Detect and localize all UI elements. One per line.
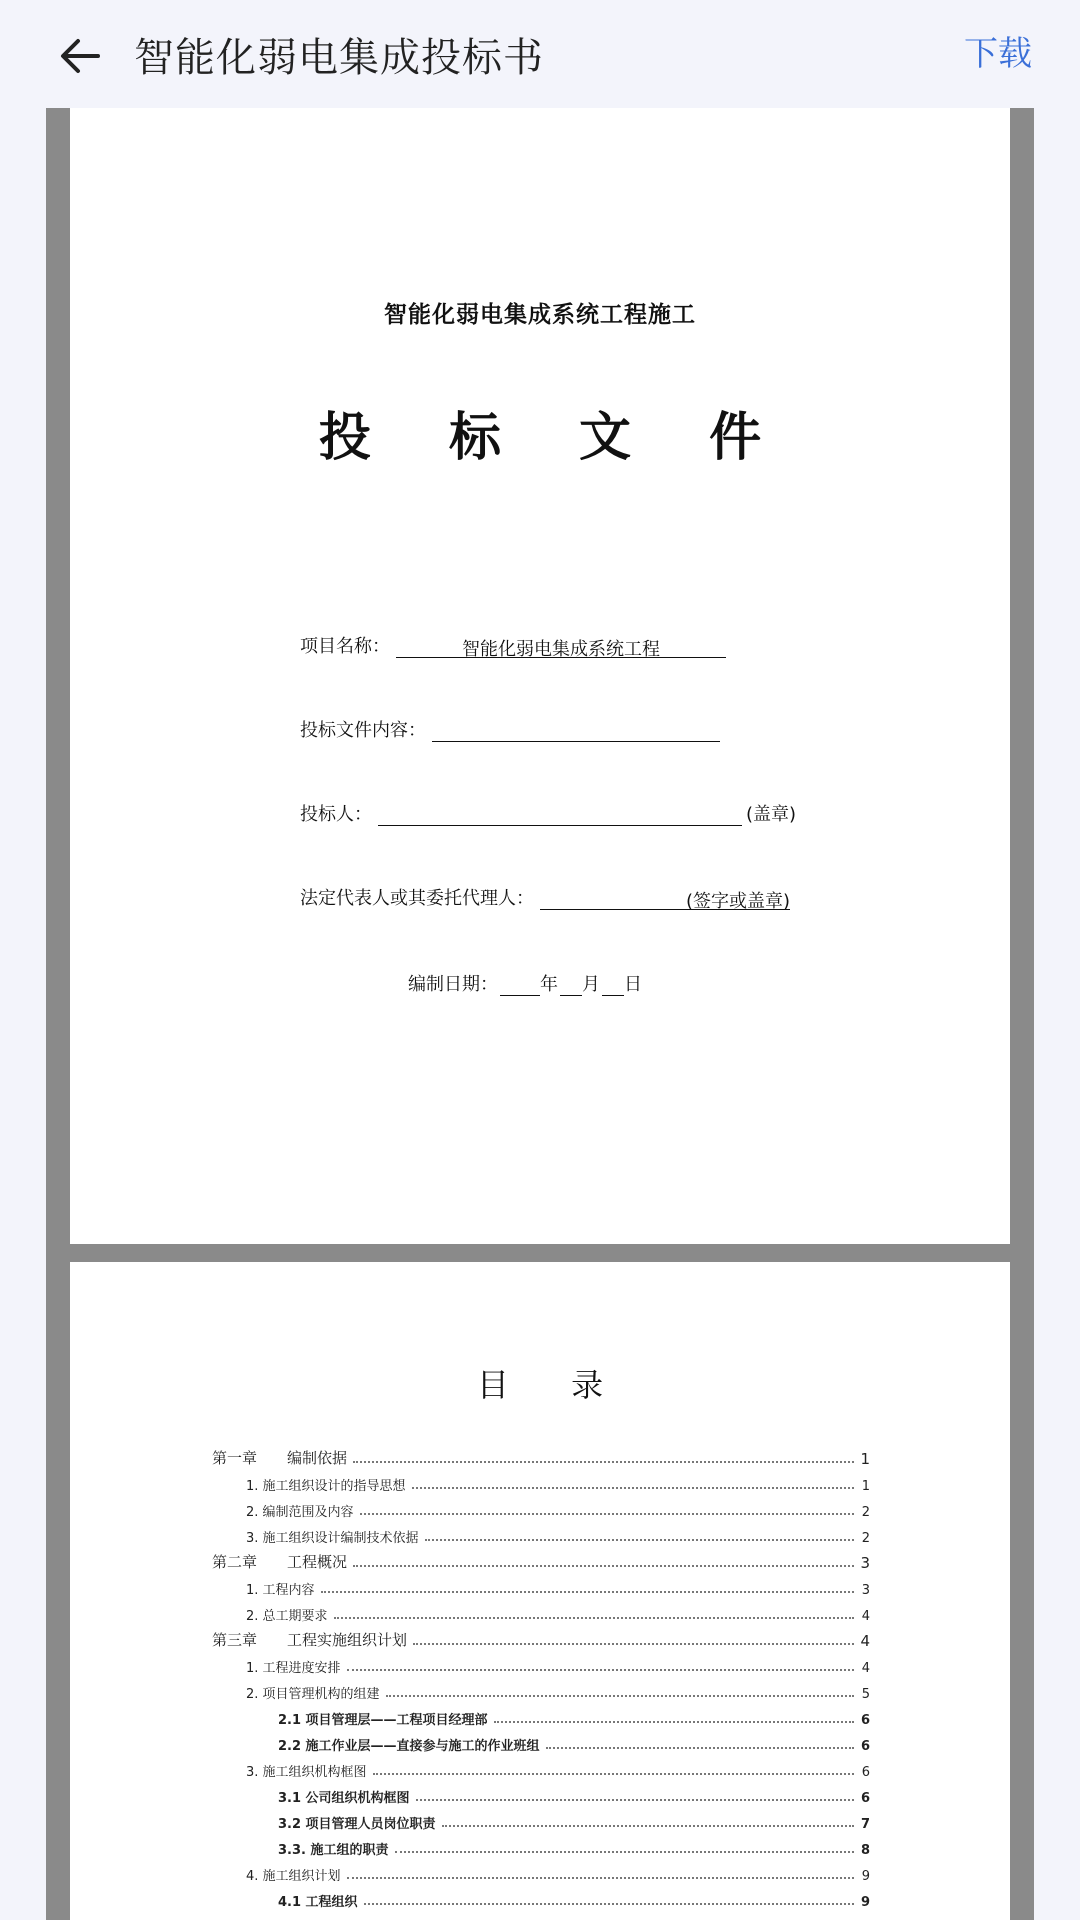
toc-item-label: 2.2 施工作业层——直接参与施工的作业班组: [278, 1739, 540, 1754]
toc-item[interactable]: [212, 1546, 870, 1572]
toc-title: 目 录: [476, 1366, 630, 1404]
toc-item[interactable]: [212, 1780, 870, 1806]
toc-leader-dots: [364, 1902, 854, 1905]
toc-item[interactable]: [212, 1702, 870, 1728]
month-line: [560, 973, 582, 996]
toc-item[interactable]: [212, 1754, 870, 1780]
toc-item-label: 2. 总工期要求: [246, 1609, 328, 1624]
toc-item-page: 8: [860, 1843, 870, 1858]
date-label: 编制日期：: [408, 974, 498, 995]
toc-item-page: 2: [861, 1505, 870, 1520]
bidder-suffix: (盖章): [746, 804, 797, 825]
toc-item[interactable]: [212, 1728, 870, 1754]
toc-item-label: 2. 项目管理机构的组建: [246, 1687, 380, 1702]
toc-leader-dots: [334, 1616, 854, 1619]
toc-item-label: 1. 工程进度安排: [246, 1661, 341, 1676]
toc-item-page: 2: [861, 1531, 870, 1546]
back-arrow-icon: [58, 36, 102, 76]
toc-item-page: 6: [860, 1713, 870, 1728]
document-page-toc: [70, 1262, 1010, 1920]
cover-main-title: 投 标 文 件: [318, 408, 792, 468]
toc-item-label: 2. 编制范围及内容: [246, 1505, 354, 1520]
project-name-value: 智能化弱电集成系统工程: [396, 635, 726, 658]
toc-item-label: 4.1 工程组织: [278, 1895, 358, 1910]
toc-item-page: 5: [861, 1687, 870, 1702]
toc-item[interactable]: [212, 1494, 870, 1520]
toc-item-page: 1: [860, 1450, 870, 1468]
toc-item[interactable]: [212, 1806, 870, 1832]
toc-item-page: 4: [860, 1632, 870, 1650]
project-name-field: [300, 632, 726, 658]
toc-leader-dots: [347, 1876, 854, 1879]
cover-subtitle: 智能化弱电集成系统工程施工: [384, 302, 696, 328]
toc-leader-dots: [395, 1850, 855, 1853]
toc-leader-dots: [373, 1772, 854, 1775]
content-label: 投标文件内容：: [300, 720, 426, 741]
toc-item-label: 3. 施工组织机构框图: [246, 1765, 367, 1780]
toc-item-page: 4: [861, 1661, 870, 1676]
toc-item[interactable]: [212, 1468, 870, 1494]
representative-label: 法定代表人或其委托代理人：: [300, 888, 534, 909]
toc-leader-dots: [360, 1512, 854, 1515]
toc-item-label: 3.3. 施工组的职责: [278, 1843, 389, 1858]
toc-leader-dots: [353, 1460, 854, 1463]
toc-item[interactable]: [212, 1650, 870, 1676]
toc-item-page: 6: [860, 1791, 870, 1806]
toc-item-page: 9: [861, 1869, 870, 1884]
toc-item-label: 3. 施工组织设计编制技术依据: [246, 1531, 419, 1546]
toc-leader-dots: [546, 1746, 854, 1749]
date-field: [408, 970, 642, 996]
year-text: 年: [540, 974, 558, 995]
toc-leader-dots: [413, 1642, 854, 1645]
content-field: [300, 716, 720, 742]
toc-item-label: 1. 施工组织设计的指导思想: [246, 1479, 406, 1494]
toc-item-page: 4: [861, 1609, 870, 1624]
toc-item[interactable]: [212, 1676, 870, 1702]
toc-item[interactable]: [212, 1520, 870, 1546]
bidder-label: 投标人：: [300, 804, 372, 825]
document-title: 智能化弱电集成投标书: [134, 35, 544, 81]
toc-leader-dots: [412, 1486, 854, 1489]
toc-item-label: 第一章 编制依据: [212, 1449, 348, 1467]
year-line: [500, 973, 540, 996]
toc-item[interactable]: [212, 1572, 870, 1598]
toc-item-label: 第三章 工程实施组织计划: [212, 1631, 408, 1649]
download-button[interactable]: 下载: [964, 34, 1032, 74]
toc-item[interactable]: [212, 1858, 870, 1884]
toc-leader-dots: [442, 1824, 854, 1827]
toc-leader-dots: [353, 1564, 854, 1567]
toc-leader-dots: [386, 1694, 854, 1697]
toc-item-page: 3: [860, 1554, 870, 1572]
toc-item-label: 4. 施工组织计划: [246, 1869, 341, 1884]
representative-field: [300, 884, 790, 910]
document-viewer[interactable]: [46, 108, 1034, 1920]
bidder-line: [378, 803, 742, 826]
toc-item[interactable]: [212, 1884, 870, 1910]
toc-leader-dots: [494, 1720, 854, 1723]
back-button[interactable]: [52, 30, 108, 82]
toc-item[interactable]: [212, 1832, 870, 1858]
toc-item-page: 3: [861, 1583, 870, 1598]
toc-item-page: 1: [861, 1479, 870, 1494]
representative-suffix: (签字或盖章): [540, 887, 790, 910]
toc-leader-dots: [321, 1590, 854, 1593]
toc-item[interactable]: [212, 1598, 870, 1624]
project-name-label: 项目名称：: [300, 636, 390, 657]
toc-list: [212, 1442, 870, 1910]
toc-item-label: 1. 工程内容: [246, 1583, 315, 1598]
toc-item-page: 9: [860, 1895, 870, 1910]
toc-item-page: 6: [860, 1739, 870, 1754]
month-text: 月: [582, 974, 600, 995]
document-page-cover: [70, 108, 1010, 1244]
toc-leader-dots: [416, 1798, 854, 1801]
top-bar: [0, 0, 1080, 108]
toc-item-page: 6: [861, 1765, 870, 1780]
day-line: [602, 973, 624, 996]
bidder-field: [300, 800, 796, 826]
toc-leader-dots: [425, 1538, 854, 1541]
toc-item-page: 7: [860, 1817, 870, 1832]
toc-leader-dots: [347, 1668, 854, 1671]
toc-item[interactable]: [212, 1442, 870, 1468]
toc-item-label: 第二章 工程概况: [212, 1553, 348, 1571]
content-line: [432, 719, 720, 742]
day-text: 日: [624, 974, 642, 995]
toc-item-label: 3.1 公司组织机构框图: [278, 1791, 410, 1806]
toc-item-label: 3.2 项目管理人员岗位职责: [278, 1817, 436, 1832]
toc-item[interactable]: [212, 1624, 870, 1650]
toc-item-label: 2.1 项目管理层——工程项目经理部: [278, 1713, 488, 1728]
